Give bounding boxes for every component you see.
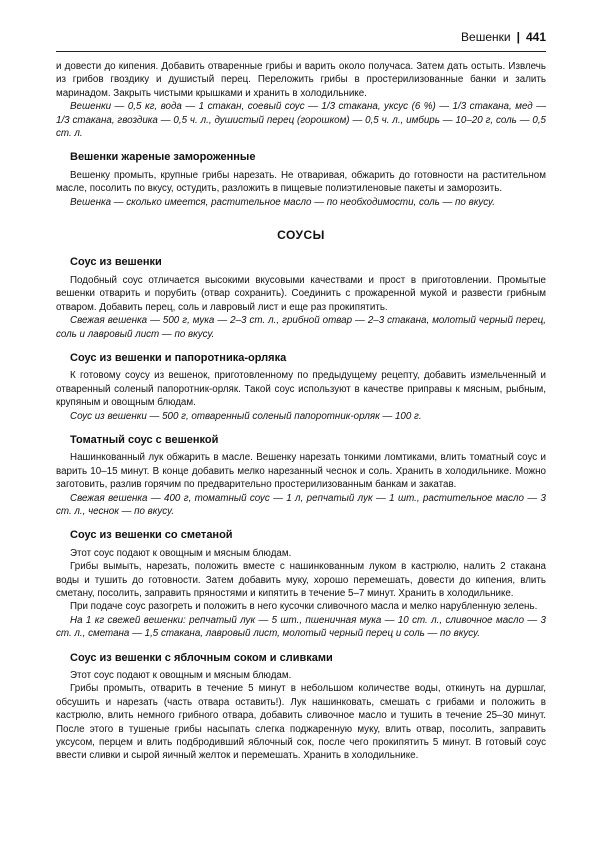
- section-title: СОУСЫ: [277, 228, 325, 243]
- page-number: 441: [525, 30, 546, 44]
- running-header: [461, 30, 546, 44]
- recipe-ingredients: Вешенка — сколько имеется, растительное масло — по необходимости, соль — по вкусу.: [70, 196, 495, 208]
- recipe-title: Соус из вешенки со сметаной: [70, 529, 233, 542]
- recipe-text: Грибы вымыть, нарезать, положить вместе с нашинкованным луком в кастрюлю, налить 2 стакана воды и тушить до готовности. Затем добавить муку, хорошо перемешать, довести до кипения, влить сметану, посолить, заправить пряностями и кипятить в течение 5–7 минут. Хранить в холодильнике.: [56, 561, 546, 599]
- intro-text: и довести до кипения. Добавить отваренные грибы и варить около получаса. Затем дать остыть. Извлечь из грибов гвоздику и душистый перец. Переложить грибы в простерилизованные банки и залить маринадом. Закрыть чистыми крышками и хранить в холодильнике.: [56, 61, 546, 99]
- recipe-title: Вешенки жареные замороженные: [70, 151, 256, 164]
- recipe-text: Грибы промыть, отварить в течение 5 минут в небольшом количестве воды, откинуть на дуршлаг, обсушить и нарезать (часть отвара оставить!). Лук нашинковать, смешать с грибами и положить в кастрюлю, влить немного грибного отвара, добавить сливочное масло и тушить в течение 25–30 минут. После этого в тушеные грибы насыпать слегка поджаренную муку, влить отвар, посолить, заправить уксусом, перцем и влить подбродивший яблочный сок, после чего прокипятить 5 минут. В готовый соус ввести сливки и сырой яичный желток и перемешать. Хранить в холодильнике.: [56, 683, 546, 762]
- recipe-text: Вешенку промыть, крупные грибы нарезать. Не отваривая, обжарить до готовности на растительном масле, посолить по вкусу, остудить, разложить в пищевые полиэтиленовые пакеты и заморозить.: [56, 169, 546, 195]
- recipe-ingredients: Соус из вешенки — 500 г, отваренный соленый папоротник-орляк — 100 г.: [70, 410, 422, 422]
- header-title: Вешенки: [461, 30, 511, 44]
- recipe-lead: Этот соус подают к овощным и мясным блюдам.: [70, 547, 292, 559]
- header-separator: |: [516, 30, 520, 44]
- recipe-ingredients: На 1 кг свежей вешенки: репчатый лук — 5 шт., пшеничная мука — 10 ст. л., сливочное масло — 3 ст. л., сметана — 1,5 стакана, лавровый лист, молотый черный перец и соль — по вкусу.: [56, 614, 546, 640]
- recipe-text: Подобный соус отличается высокими вкусовыми качествами и прост в приготовлении. Промытые вешенки отварить и порубить (отвар сохранить). Соединить с прожаренной мукой и развести грибным отваром. Добавить перец, соль и лавровый лист и еще раз прокипятить.: [56, 274, 546, 313]
- recipe-ingredients: Свежая вешенка — 400 г, томатный соус — 1 л, репчатый лук — 1 шт., растительное масло — 3 ст. л., чеснок — по вкусу.: [56, 492, 546, 517]
- recipe-title: Соус из вешенки и папоротника-орляка: [70, 351, 287, 364]
- intro-ingredients: Вешенки — 0,5 кг, вода — 1 стакан, соевый соус — 1/3 стакана, уксус (6 %) — 1/3 стакана, мед — 1/3 стакана, гвоздика — 0,5 ч. л., душистый перец (горошком) — 0,5 ч. л., имбирь — 10–20 г, соль — 0,5 ст. л.: [56, 101, 546, 140]
- recipe-text: При подаче соус разогреть и положить в него кусочки сливочного масла и мелко нарубленную зелень.: [70, 601, 538, 613]
- recipe-lead: Этот соус подают к овощным и мясным блюдам.: [70, 670, 292, 682]
- recipe-title: Томатный соус с вешенкой: [70, 433, 219, 446]
- recipe-title: Соус из вешенки: [70, 256, 162, 269]
- recipe-title: Соус из вешенки с яблочным соком и сливками: [70, 651, 333, 664]
- page-content: [56, 60, 546, 763]
- recipe-ingredients: Свежая вешенка — 500 г, мука — 2–3 ст. л., грибной отвар — 2–3 стакана, молотый черный перец, соль и лавровый лист — по вкусу.: [56, 315, 546, 340]
- recipe-text: Нашинкованный лук обжарить в масле. Вешенку нарезать тонкими ломтиками, влить томатный соус и варить 10–15 минут. В конце добавить мелко нарезанный чеснок и соль. Хранить в холодильнике. Можно заготовить, разлив горячим по предварительно простерилизованным банкам и закатав.: [56, 452, 546, 491]
- header-rule: [56, 51, 546, 52]
- recipe-text: К готовому соусу из вешенок, приготовленному по предыдущему рецепту, добавить измельченный и отваренный соленый папоротник-орляк. Такой соус используют в качестве приправы к мясным, рыбным, крупяным и овощным блюдам.: [56, 370, 546, 409]
